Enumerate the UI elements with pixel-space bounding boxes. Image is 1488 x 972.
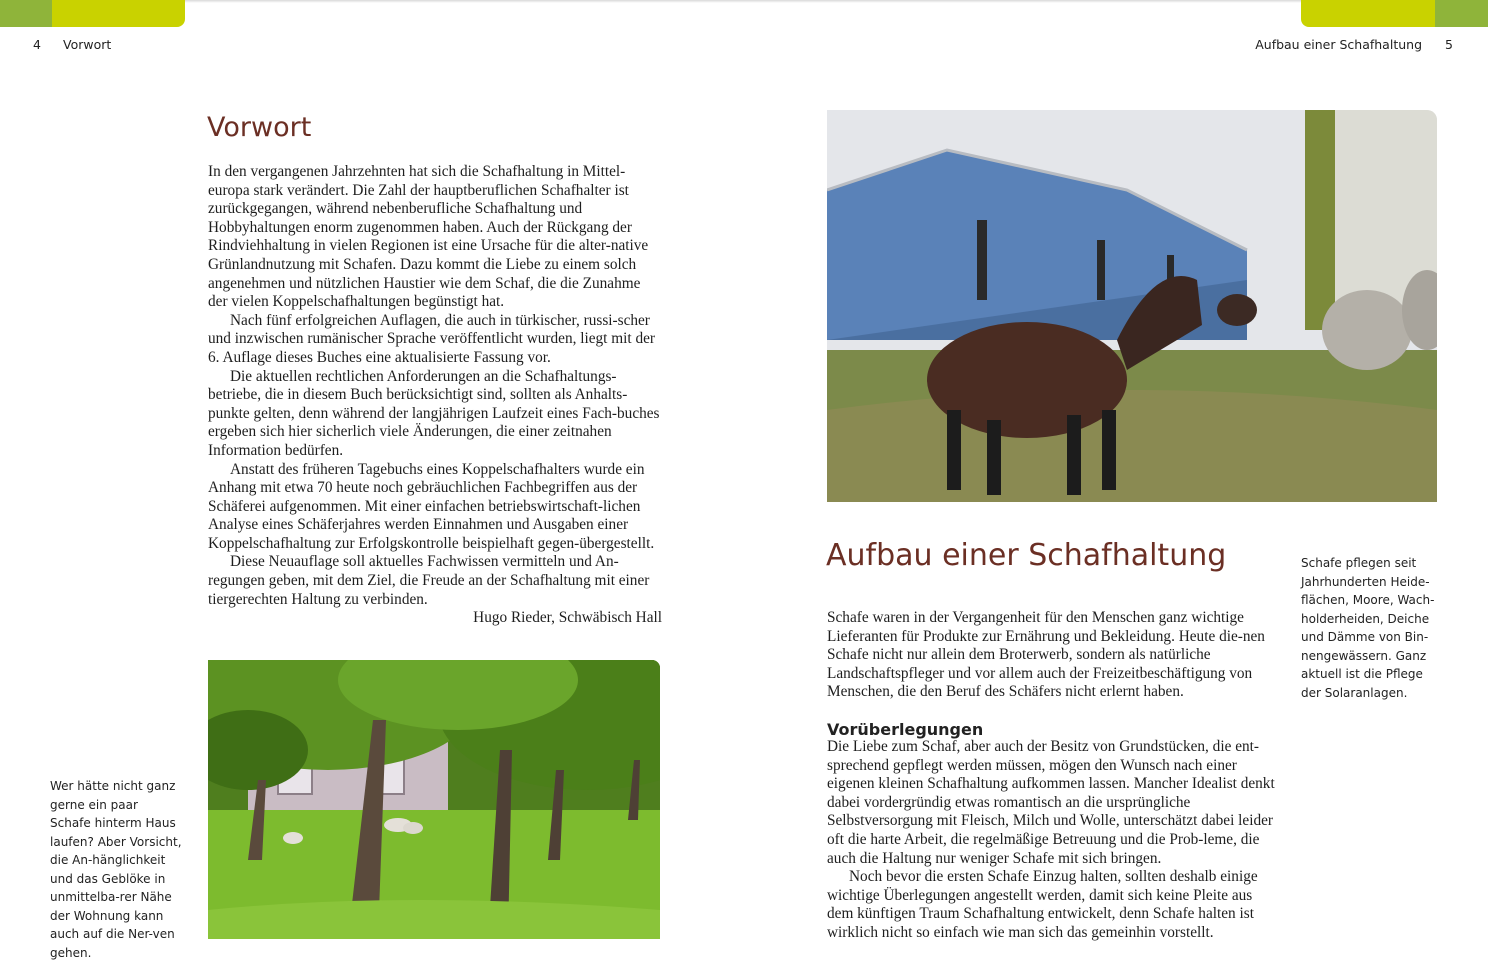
left-page-number: 4 (33, 37, 41, 52)
right-page-number: 5 (1445, 37, 1453, 52)
section-paragraph: Noch bevor die ersten Schafe Einzug halten, sollten deshalb einige wichtige Überlegungen angestellt werden, damit sich keine Pleite aus dem künftigen Traum Schafhaltung entwickelt, denn Schafe halten ist wirklich nicht so einfach wie man sich das gemeinhin vorstellt. (827, 868, 1258, 941)
left-photo-caption: Wer hätte nicht ganz gerne ein paar Schafe hinterm Haus laufen? Aber Vorsicht, die An-hänglichkeit und das Geblöke in unmittelba-rer Nähe der Wohnung kann auch auf die Ner-ven gehen. (50, 779, 182, 960)
orchard-sheep-photo (208, 660, 660, 939)
left-tab-accent (0, 0, 52, 27)
section-title: Aufbau einer Schafhaltung (826, 538, 1227, 573)
right-page-tab (1301, 0, 1488, 27)
foreword-paragraph: Diese Neuauflage soll aktuelles Fachwissen vermitteln und An-regungen geben, mit dem Ziel, die Freude an der Schafhaltung mit einer tiergerechten Haltung zu verbinden. (208, 553, 650, 608)
section-intro: Schafe waren in der Vergangenheit für den Menschen ganz wichtige Lieferanten für Produkte zur Ernährung und Bekleidung. Heute die-nen Schafe nicht nur allein dem Broterwerb, sondern als natürliche Landschaftspfleger und vor allem auch der Freizeitbeschäftigung von Menschen, die den Beruf des Schäfers nicht erlernt haben. (827, 609, 1265, 701)
right-photo-caption: Schafe pflegen seit Jahrhunderten Heide-flächen, Moore, Wach-holderheiden, Deiche und Dämme von Bin-nengewässern. Ganz aktuell ist die Pflege der Solaranlagen. (1301, 556, 1435, 700)
foreword-paragraph: Nach fünf erfolgreichen Auflagen, die auch in türkischer, russi-scher und inzwischen rumänischer Sprache veröffentlicht wurden, liegt mit der 6. Auflage dieses Buches eine aktualisierte Fassung vor. (208, 311, 656, 366)
foreword-paragraph: Die aktuellen rechtlichen Anforderungen an die Schafhaltungs-betriebe, die in diesem Buch berücksichtigt sind, sollten als Anhalts-punkte gelten, denn während der langjährigen Laufzeit eines Fach-buches ergeben sich hier sicherlich viele Änderungen, die einer zeitnahen Information bedürfen. (208, 367, 660, 459)
left-running-head: Vorwort (63, 37, 112, 52)
solar-park-sheep-photo (827, 110, 1437, 502)
subheading: Vorüberlegungen (827, 719, 984, 739)
section-paragraph: Die Liebe zum Schaf, aber auch der Besitz von Grundstücken, die ent-sprechend gepflegt werden müssen, mögen den Wunsch nach einer eigenen kleinen Schafhaltung aufkommen lassen. Mancher Idealist denkt dabei vordergründig etwas romantisch an die ursprüngliche Selbstversorgung mit Fleisch, Milch und Wolle, unterschätzt dabei leider oft die harte Arbeit, die regelmäßige Betreuung und die Prob-leme, die auch die Haltung nur weniger Schafe mit sich bringen. (827, 737, 1275, 867)
top-gutter-line (185, 0, 1301, 3)
author-signature: Hugo Rieder, Schwäbisch Hall (473, 609, 662, 627)
right-tab-accent (1435, 0, 1488, 27)
foreword-body (208, 163, 662, 628)
foreword-paragraph: In den vergangenen Jahrzehnten hat sich die Schafhaltung in Mittel-europa stark verändert. Die Zahl der hauptberuflichen Schafhalter ist zurückgegangen, während nebenberufliche Schafhaltung und Hobbyhaltungen enorm zugenommen haben. Auch der Rückgang der Rindviehhaltung in vielen Regionen ist eine Ursache für die alter-native Grünlandnutzung mit Schafen. Dazu kommt die Liebe zu einem solch angenehmen und nützlichen Haustier wie dem Schaf, die die Zunahme der vielen Koppelschafhaltungen begünstigt hat. (208, 163, 649, 311)
page-title: Vorwort (207, 112, 312, 143)
left-page-tab (0, 0, 185, 27)
foreword-paragraph: Anstatt des früheren Tagebuchs eines Koppelschafhalters wurde ein Anhang mit etwa 70 heute noch gebräuchlichen Fachbegriffen aus der Schäferei aufgenommen. Mit einer einfachen betriebswirtschaft-lichen Analyse eines Schäferjahres werden Einnahmen und Ausgaben einer Koppelschafhaltung zur Erfolgskontrolle beispielhaft gegen-übergestellt. (208, 460, 655, 552)
right-running-head: Aufbau einer Schafhaltung (1255, 37, 1422, 52)
section-body (827, 609, 1282, 943)
